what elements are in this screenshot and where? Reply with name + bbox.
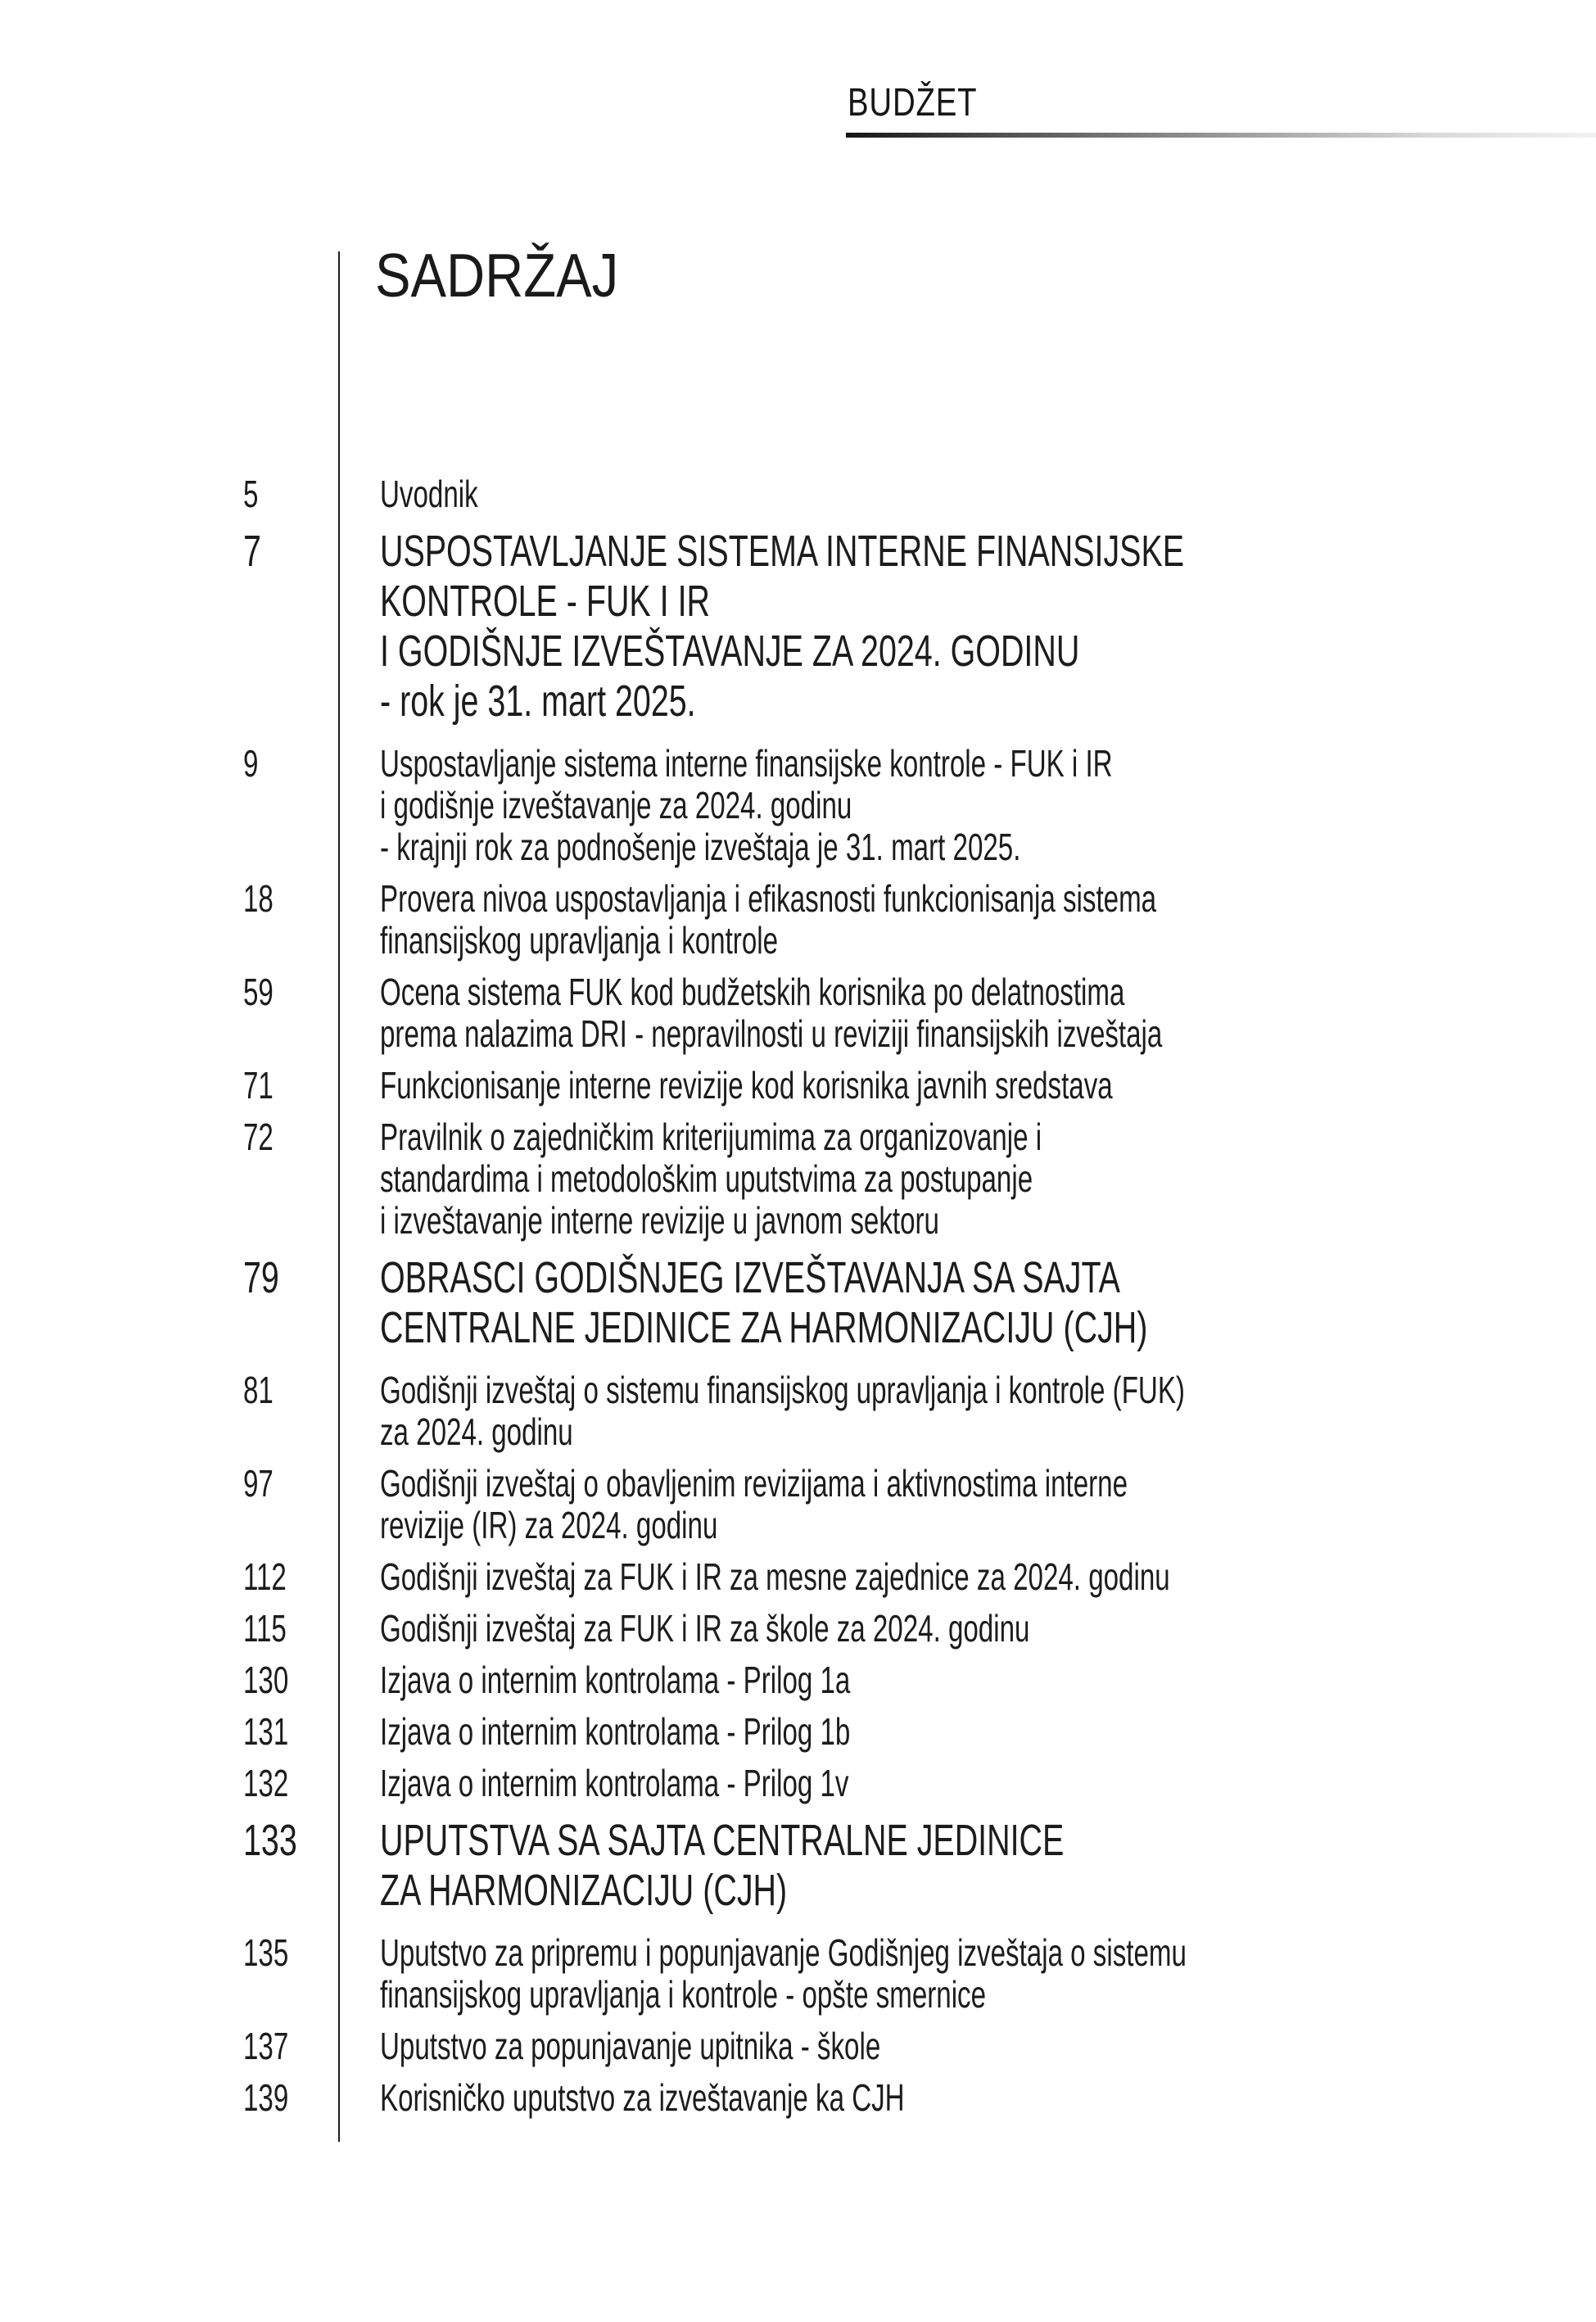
- toc-entry-line: i godišnje izveštavanje za 2024. godinu: [380, 784, 852, 826]
- toc-entry-line: I GODIŠNJE IZVEŠTAVANJE ZA 2024. GODINU: [380, 627, 1080, 676]
- toc-page-number: 71: [243, 1064, 274, 1107]
- toc-page-number: 18: [243, 877, 274, 920]
- toc-page-number: 9: [243, 742, 259, 785]
- toc-entry-text: [380, 1659, 1553, 1701]
- toc-entry-line: Godišnji izveštaj za FUK i IR za škole za 2024. godinu: [380, 1607, 1030, 1650]
- toc-page-number: 130: [243, 1659, 289, 1701]
- toc-entry-line: finansijskog upravljanja i kontrole - opšte smernice: [380, 1973, 987, 2016]
- toc-page-number: 5: [243, 473, 259, 515]
- toc-entry: [243, 473, 1553, 515]
- toc-entry-text: [380, 1816, 1553, 1916]
- toc-entry-line: USPOSTAVLJANJE SISTEMA INTERNE FINANSIJSKE: [380, 527, 1185, 576]
- toc-page-number: 139: [243, 2076, 289, 2119]
- toc-entry-line: Izjava o internim kontrolama - Prilog 1v: [380, 1762, 849, 1804]
- toc-page-number: 72: [243, 1116, 274, 1158]
- toc-entry: [243, 2026, 1553, 2067]
- toc-entry-line: Godišnji izveštaj o sistemu finansijskog upravljanja i kontrole (FUK): [380, 1369, 1185, 1411]
- toc-page-number: 132: [243, 1762, 289, 1804]
- toc-entry-text: [380, 473, 1553, 515]
- toc-page-number: 115: [243, 1607, 287, 1650]
- toc-entry-text: [380, 1065, 1553, 1107]
- toc-entry: [243, 527, 1553, 726]
- toc-entry-text: [380, 2077, 1553, 2119]
- toc-page-number: 112: [243, 1555, 287, 1598]
- toc-entry: [243, 1463, 1553, 1546]
- toc-page-number: 137: [243, 2025, 289, 2067]
- toc-entry-text: [380, 1608, 1553, 1650]
- header-underline: [846, 133, 1596, 138]
- toc-entry-line: - rok je 31. mart 2025.: [380, 677, 696, 726]
- toc-entry-line: Uputstvo za popunjavanje upitnika - škole: [380, 2025, 881, 2067]
- toc-entry-line: - krajnji rok za podnošenje izveštaja je 31. mart 2025.: [380, 826, 1021, 868]
- toc-entry: [243, 878, 1553, 962]
- toc-entry-line: finansijskog upravljanja i kontrole: [380, 919, 779, 962]
- toc-entry-text: [380, 878, 1553, 962]
- toc-entry: [243, 1659, 1553, 1701]
- toc-entry-line: Izjava o internim kontrolama - Prilog 1b: [380, 1710, 851, 1753]
- toc-entry-line: revizije (IR) za 2024. godinu: [380, 1504, 718, 1546]
- toc-entry: [243, 1065, 1553, 1107]
- toc-entry-text: [380, 1116, 1553, 1242]
- toc-page-number: 7: [243, 527, 261, 576]
- toc-entry: [243, 1253, 1553, 1353]
- toc-entry-line: Korisničko uputstvo za izveštavanje ka CJH: [380, 2076, 905, 2119]
- toc-entry-line: Funkcionisanje interne revizije kod korisnika javnih sredstava: [380, 1064, 1113, 1107]
- toc-page-number: 133: [243, 1816, 297, 1865]
- toc-entry-text: [380, 1763, 1553, 1804]
- toc-entry: [243, 1369, 1553, 1453]
- toc-entry-text: [380, 743, 1553, 868]
- toc-entry: [243, 2077, 1553, 2119]
- toc-page-number: 79: [243, 1253, 279, 1302]
- toc-entry-text: [380, 1369, 1553, 1453]
- toc-entry-line: Uspostavljanje sistema interne finansijske kontrole - FUK i IR: [380, 742, 1113, 785]
- toc-entry: [243, 1556, 1553, 1598]
- toc-entry-line: KONTROLE - FUK I IR: [380, 577, 711, 626]
- toc-entry-line: Uvodnik: [380, 473, 478, 515]
- toc-entry: [243, 1608, 1553, 1650]
- toc-entry: [243, 1763, 1553, 1804]
- toc-entry-line: i izveštavanje interne revizije u javnom sektoru: [380, 1199, 939, 1242]
- toc-entry-text: [380, 1253, 1553, 1353]
- toc-entry-text: [380, 1711, 1553, 1753]
- toc-page-number: 97: [243, 1462, 274, 1505]
- toc-entry-line: standardima i metodološkim uputstvima za postupanje: [380, 1157, 1033, 1200]
- toc-page-number: 135: [243, 1931, 289, 1974]
- toc-entry-line: OBRASCI GODIŠNJEG IZVEŠTAVANJA SA SAJTA: [380, 1253, 1120, 1302]
- toc-entry-line: Ocena sistema FUK kod budžetskih korisnika po delatnostima: [380, 971, 1125, 1013]
- toc-entry-line: prema nalazima DRI - nepravilnosti u reviziji finansijskih izveštaja: [380, 1012, 1163, 1055]
- toc-entry-line: Provera nivoa uspostavljanja i efikasnosti funkcionisanja sistema: [380, 877, 1157, 920]
- toc-rows: [243, 473, 1553, 2129]
- toc-entry: [243, 1711, 1553, 1753]
- toc-entry-line: Godišnji izveštaj o obavljenim revizijama i aktivnostima interne: [380, 1462, 1128, 1505]
- toc-entry-line: Izjava o internim kontrolama - Prilog 1a: [380, 1659, 851, 1701]
- toc-entry-line: Uputstvo za pripremu i popunjavanje Godišnjeg izveštaja o sistemu: [380, 1931, 1187, 1974]
- toc-entry: [243, 1816, 1553, 1916]
- toc-entry-text: [380, 1463, 1553, 1546]
- toc-entry-line: Pravilnik o zajedničkim kriterijumima za organizovanje i: [380, 1116, 1042, 1158]
- toc-entry: [243, 1932, 1553, 2016]
- toc-entry-line: CENTRALNE JEDINICE ZA HARMONIZACIJU (CJH): [380, 1303, 1148, 1352]
- toc-entry-line: ZA HARMONIZACIJU (CJH): [380, 1866, 788, 1915]
- toc-entry-text: [380, 2026, 1553, 2067]
- toc-entry-text: [380, 971, 1553, 1055]
- toc-entry: [243, 743, 1553, 868]
- toc-page-number: 59: [243, 971, 274, 1013]
- toc-entry-line: Godišnji izveštaj za FUK i IR za mesne zajednice za 2024. godinu: [380, 1555, 1170, 1598]
- toc-entry: [243, 1116, 1553, 1242]
- page-header-label: BUDŽET: [848, 81, 978, 124]
- toc-entry-line: UPUTSTVA SA SAJTA CENTRALNE JEDINICE: [380, 1816, 1065, 1865]
- toc-entry-text: [380, 527, 1553, 726]
- toc-entry-line: za 2024. godinu: [380, 1410, 573, 1453]
- toc-page-number: 131: [243, 1710, 289, 1753]
- page-title: SADRŽAJ: [375, 241, 619, 310]
- toc-entry: [243, 971, 1553, 1055]
- toc-entry-text: [380, 1932, 1553, 2016]
- toc-entry-text: [380, 1556, 1553, 1598]
- toc-page-number: 81: [243, 1369, 274, 1411]
